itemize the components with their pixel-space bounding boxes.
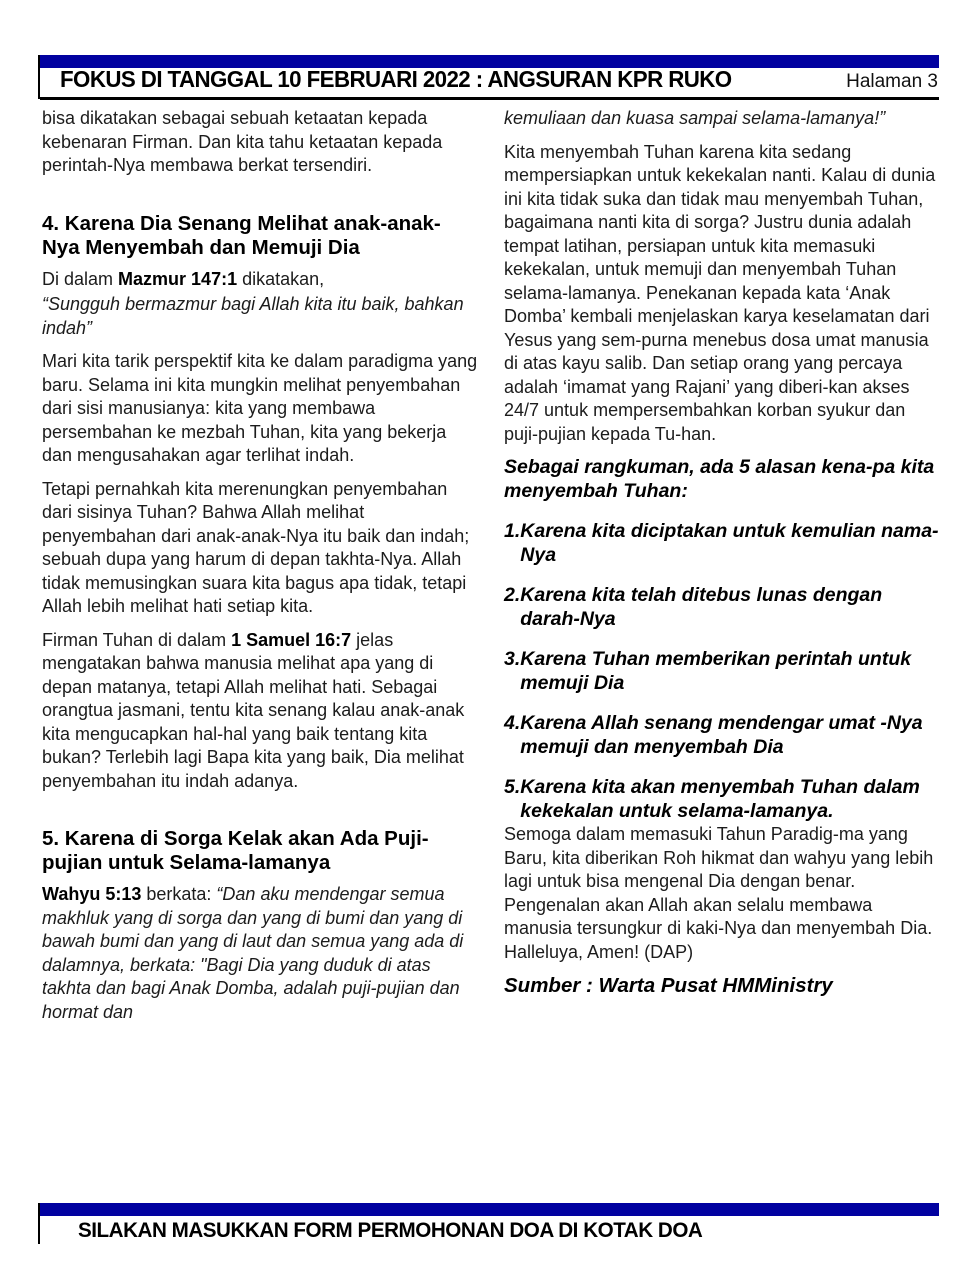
list-item-text: Karena kita telah ditebus lunas dengan darah-Nya <box>520 584 883 630</box>
page-title: FOKUS DI TANGGAL 10 FEBRUARI 2022 : ANGSURAN KPR RUKO <box>60 66 732 92</box>
list-item-text: Karena Allah senang mendengar umat -Nya memuji dan menyembah Dia <box>520 712 923 758</box>
list-item-number: 4. <box>504 712 521 734</box>
paragraph-closing: Semoga dalam memasuki Tahun Paradig-ma yang Baru, kita diberikan Roh hikmat dan wahyu yang lebih lagi untuk bisa mengenal Dia dengan benar. Pengenalan akan Allah akan selalu membawa manusia tersungkur di kaki-Nya dan menyembah Dia. Halleluya, Amen! (DAP) <box>504 824 934 962</box>
left-column <box>42 107 478 1034</box>
footer-accent-bar <box>40 1203 939 1216</box>
list-item <box>504 520 940 567</box>
list-item-text: Karena Tuhan memberikan perintah untuk memuji Dia <box>520 648 912 694</box>
paragraph-intro: bisa dikatakan sebagai sebuah ketaatan kepada kebenaran Firman. Dan kita tahu ketaatan kepada perintah-Nya membawa berkat tersendiri. <box>42 108 443 175</box>
list-item <box>504 648 940 695</box>
scripture-ref-samuel: 1 Samuel 16:7 <box>231 629 352 650</box>
scripture-ref-wahyu: Wahyu 5:13 <box>42 884 142 904</box>
quote-wahyu: “Dan aku mendengar semua makhluk yang di sorga dan yang di bumi dan yang di bawah bumi dan yang di laut dan semua yang ada di dalamnya, berkata: "Bagi Dia yang duduk di atas takhta dan bagi Anak Domba, adalah puji-pujian dan hormat dan <box>42 884 464 1022</box>
footer-notice: SILAKAN MASUKKAN FORM PERMOHONAN DOA DI KOTAK DOA <box>78 1218 703 1242</box>
list-item-text: Karena kita diciptakan untuk kemulian nama-Nya <box>520 520 939 566</box>
samuel-post: jelas mengatakan bahwa manusia melihat apa yang di depan matanya, tetapi Allah melihat hati. Sebagai orangtua jasmani, tentu kita senang kalau anak-anak kita mengucapkan hal-hal yang baik tentang kita bukan? Terlebih lagi Bapa kita yang baik, Dia melihat penyembahan itu indah adanya. <box>42 629 465 791</box>
paragraph-tetapi: Tetapi pernahkah kita merenungkan penyembahan dari sisinya Tuhan? Bahwa Allah melihat penyembahan dari anak-anak-Nya itu baik dan indah; sebuah dupa yang harum di depan takhta-Nya. Allah tidak memusingkan suara kita bagus apa tidak, tetapi Allah lebih melihat hati setiap kita. <box>42 478 470 616</box>
section-heading-5: 5. Karena di Sorga Kelak akan Ada Puji-pujian untuk Selama-lamanya <box>42 827 429 874</box>
paragraph-mari: Mari kita tarik perspektif kita ke dalam paradigma yang baru. Selama ini kita mungkin melihat penyembahan dari sisi manusianya: kita yang membawa persembahan ke mezbah Tuhan, kita yang bekerja dan mengusahakan agar terlihat indah. <box>42 351 478 465</box>
list-item <box>504 584 940 631</box>
header-divider <box>40 97 939 100</box>
scripture-ref-mazmur: Mazmur 147:1 <box>118 268 238 289</box>
list-item-number: 1. <box>504 520 521 542</box>
quote-mazmur: “Sungguh bermazmur bagi Allah kita itu baik, bahkan indah” <box>42 294 464 338</box>
mazmur-pre: Di dalam <box>42 268 119 289</box>
page-header <box>60 66 938 93</box>
list-item <box>504 712 940 759</box>
source-line: Sumber : Warta Pusat HMMinistry <box>504 974 833 997</box>
paragraph-samuel <box>42 629 478 794</box>
list-item <box>504 776 940 823</box>
section-heading-4: 4. Karena Dia Senang Melihat anak-anak-Nya Menyembah dan Memuji Dia <box>42 211 441 259</box>
page-number: Halaman 3 <box>846 71 938 92</box>
article-body <box>42 107 940 1034</box>
list-item-text: Karena kita akan menyembah Tuhan dalam kekekalan untuk selama-lamanya. <box>520 776 920 822</box>
paragraph-wahyu <box>42 883 478 1024</box>
mazmur-post: dikatakan, <box>237 268 325 289</box>
list-item-number: 2. <box>504 584 521 606</box>
paragraph-kita-menyembah: Kita menyembah Tuhan karena kita sedang mempersiapkan untuk kekekalan nanti. Kalau di dunia ini kita tidak suka dan tidak mau menyembah Tuhan, bagaimana nanti kita di sorga? Justru dunia adalah tempat latihan, persiapan untuk kita memasuki kekekalan, untuk memuji dan menyembah Tuhan selama-lamanya. Penekanan kepada kata ‘Anak Domba’ kembali menjelaskan karya keselamatan dari Yesus yang sem-purna menebus dosa umat manusia di atas kayu salib. Dan setiap orang yang percaya adalah ‘imamat yang Rajani’ yang diberi-kan akses 24/7 untuk mempersembahkan korban syukur dan puji-pujian kepada Tu-han. <box>504 141 936 444</box>
wahyu-mid: berkata: <box>141 884 217 904</box>
list-item-number: 5. <box>504 776 521 798</box>
quote-wahyu-continuation: kemuliaan dan kuasa sampai selama-lamanya!” <box>504 108 886 128</box>
paragraph-mazmur <box>42 268 478 292</box>
samuel-pre: Firman Tuhan di dalam <box>42 629 232 650</box>
list-item-number: 3. <box>504 648 521 670</box>
right-column <box>504 107 940 1034</box>
summary-heading: Sebagai rangkuman, ada 5 alasan kena-pa kita menyembah Tuhan: <box>504 456 935 502</box>
reason-list <box>504 520 940 823</box>
